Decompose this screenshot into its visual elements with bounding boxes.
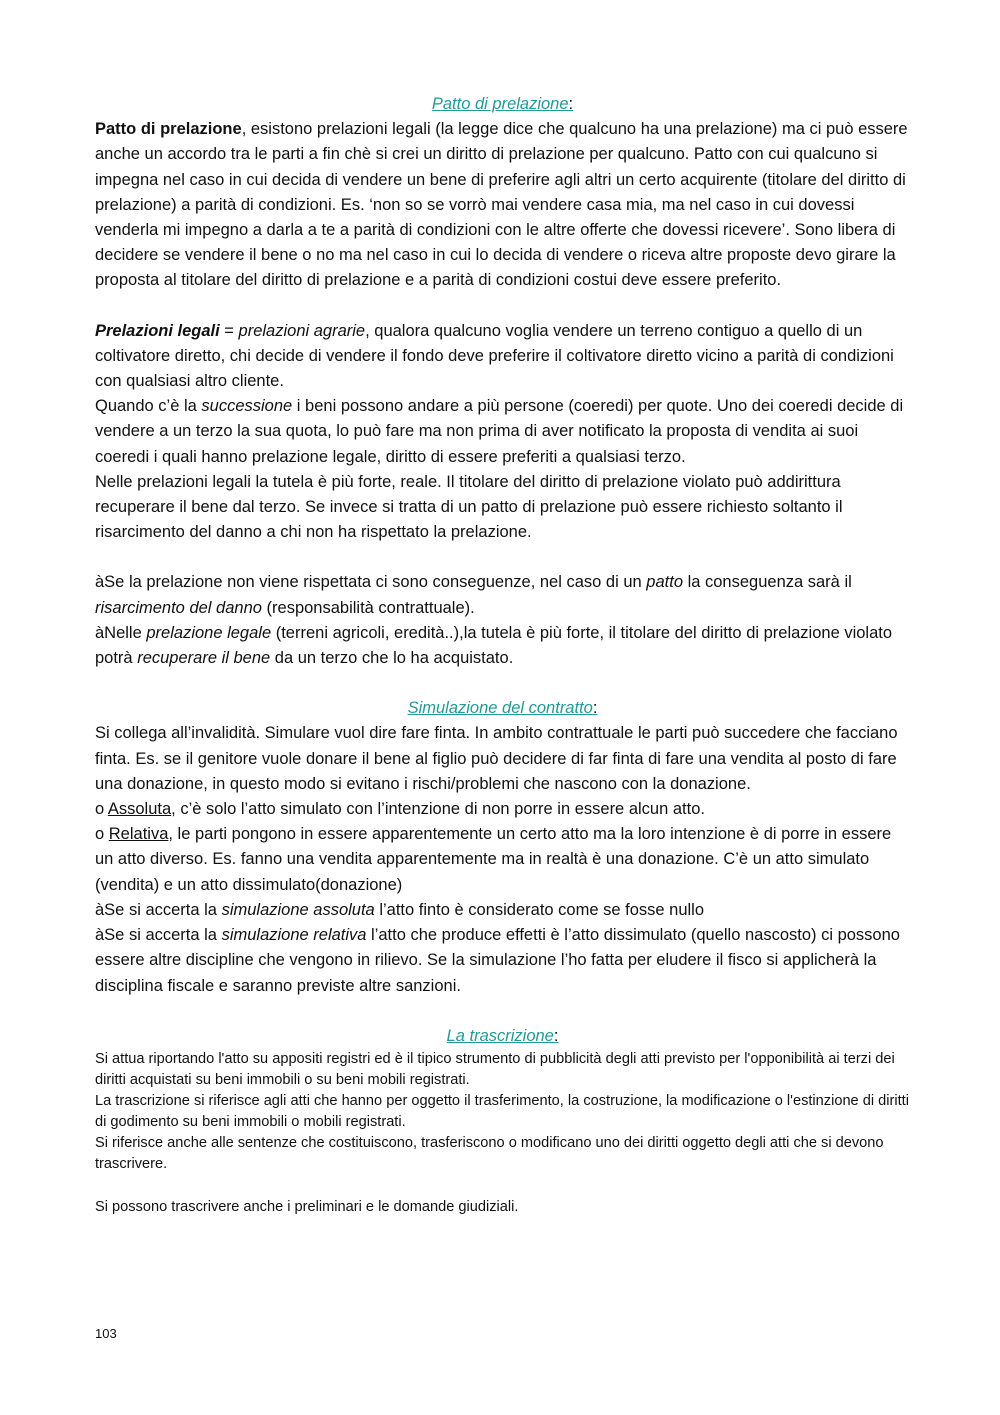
paragraph: Si attua riportando l'atto su appositi registri ed è il tipico strumento di pubblicità degli atti previsto per l'opponibilità ai terzi dei diritti acquistati su beni immobili o su beni mobili registrati.	[95, 1050, 895, 1088]
paragraph: Nelle prelazioni legali la tutela è più forte, reale. Il titolare del diritto di prelazione violato può addirittura recuperare il bene dal terzo. Se invece si tratta di un patto di prelazione può essere richiesto soltanto il risarcimento del danno a chi non ha rispettato la prelazione.	[95, 472, 843, 542]
paragraph: àNelle prelazione legale (terreni agricoli, eredità..),la tutela è più forte, il titolare del diritto di prelazione violato potrà recuperare il bene da un terzo che lo ha acquistato.	[95, 623, 893, 668]
section-heading: Simulazione del contratto:	[407, 699, 598, 718]
section-heading: Patto di prelazione:	[431, 95, 574, 113]
page-number: 103	[95, 1326, 117, 1341]
paragraph: Si collega all’invalidità. Simulare vuol dire fare finta. In ambito contrattuale le parti può succedere che facciano finta. Es. se il genitore vuole donare il bene al figlio può decidere di far finta di fare una vendita al posto di fare una donazione, in questo modo si evitano i rischi/problemi che nascono con la donazione.	[95, 724, 898, 793]
paragraph: àSe si accerta la simulazione relativa l’atto che produce effetti è l’atto dissimulato (quello nascosto) ci possono essere altre discipline che vengono in rilievo. Se la simulazione l’ho fatta per eludere il fisco si applicherà la disciplina fiscale e saranno previste altre sanzioni.	[95, 926, 900, 995]
paragraph: Prelazioni legali = prelazioni agrarie, qualora qualcuno voglia vendere un terreno contiguo a quello di un coltivatore diretto, chi decide di vendere il fondo deve preferire il coltivatore diretto vicino a parità di condizioni con qualsiasi altro cliente.	[95, 321, 894, 391]
paragraph: Patto di prelazione, esistono prelazioni legali (la legge dice che qualcuno ha una prelazione) ma ci può essere anche un accordo tra le parti a fin chè si crei un diritto di prelazione per qualcuno. Patto con cui qualcuno si impegna nel caso in cui decida di vendere un bene di preferire agli altri un certo acquirente (titolare del diritto di prelazione) a parità di condizioni. Es. ‘non so se vorrò mai vendere casa mia, ma nel caso in cui dovessi venderla mi impegno a darla a te a parità di condizioni con le altre offerte che dovessi ricevere’. Sono libera di decidere se vendere il bene o no ma nel caso in cui lo decida di vendere o riceva altre proposte devo girare la proposta al titolare del diritto di prelazione e a parità di condizioni costui deve essere preferito.	[95, 120, 908, 290]
paragraph: La trascrizione si riferisce agli atti che hanno per oggetto il trasferimento, la costruzione, la modificazione o l'estinzione di diritti di godimento su beni immobili o mobili registrati.	[95, 1092, 909, 1130]
paragraph: àSe si accerta la simulazione assoluta l’atto finto è considerato come se fosse nullo	[95, 900, 705, 919]
section-la-trascrizione	[95, 1024, 910, 1218]
paragraph: Si riferisce anche alle sentenze che costituiscono, trasferiscono o modificano uno dei diritti oggetto degli atti che si devono trascrivere.	[95, 1134, 884, 1172]
list-item: o Relativa, le parti pongono in essere apparentemente un certo atto ma la loro intenzione è di porre in essere un atto diverso. Es. fanno una vendita apparentemente ma in realtà è una donazione. C’è un atto simulato (vendita) e un atto dissimulato(donazione)	[95, 825, 892, 894]
list-item: o Assoluta, c’è solo l’atto simulato con l’intenzione di non porre in essere alcun atto.	[95, 800, 705, 819]
section-patto-di-prelazione	[95, 92, 910, 696]
document-page	[95, 92, 910, 1218]
paragraph: àSe la prelazione non viene rispettata ci sono conseguenze, nel caso di un patto la conseguenza sarà il risarcimento del danno (responsabilità contrattuale).	[95, 573, 852, 617]
section-heading: La trascrizione:	[446, 1026, 559, 1045]
paragraph: Quando c’è la successione i beni possono andare a più persone (coeredi) per quote. Uno dei coeredi decide di vendere a un terzo la sua quota, lo può fare ma non prima di aver notificato la proposta di vendita ai suoi coeredi i quali hanno prelazione legale, diritto di essere preferiti a qualsiasi terzo.	[95, 397, 904, 466]
section-simulazione-del-contratto	[95, 696, 910, 1023]
paragraph: Si possono trascrivere anche i preliminari e le domande giudiziali.	[95, 1198, 519, 1215]
